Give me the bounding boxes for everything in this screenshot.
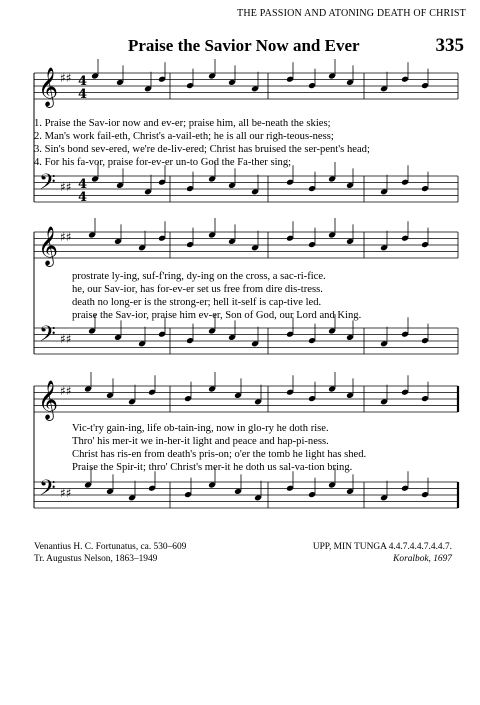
system-3-bass-clef: 𝄢 xyxy=(39,476,56,506)
system-2-treble-clef: 𝄞 xyxy=(38,226,59,266)
credit-translator: Tr. Augustus Nelson, 1863–1949 xyxy=(34,554,158,564)
system-1-bass-clef: 𝄢 xyxy=(39,170,56,200)
system-2-key-sharp: ♯♯ xyxy=(60,332,72,346)
system-1-verse-1: 1. Praise the Sav-ior now and ev-er; praise him, all be-neath the skies; xyxy=(34,118,331,129)
system-2-verse-3: death no long-er is the strong-er; hell it-self is cap-tive led. xyxy=(72,297,322,308)
system-2-verse-2: he, our Sav-ior, has for-ev-er set us free from dire dis-tress. xyxy=(72,284,323,295)
system-1-key-sharp: ♯♯ xyxy=(60,71,72,85)
system-3-key-sharp: ♯♯ xyxy=(60,384,72,398)
system-3-key-sharp: ♯♯ xyxy=(60,486,72,500)
system-3-verse-3: Christ has ris-en from death's pris-on; o'er the tomb he light has shed. xyxy=(72,449,367,460)
hymn-number: 335 xyxy=(435,35,464,56)
credit-source: Koralbok, 1697 xyxy=(393,554,452,564)
credit-author: Venantius H. C. Fortunatus, ca. 530–609 xyxy=(34,542,187,552)
system-1-time-signature: 4 xyxy=(78,177,88,192)
system-2-verse-1: prostrate ly-ing, suf-f'ring, dy-ing on the cross, a sac-ri-fice. xyxy=(72,271,326,282)
system-2-key-sharp: ♯♯ xyxy=(60,230,72,244)
system-1-time-signature: 4 xyxy=(78,190,88,205)
system-3-verse-2: Thro' his mer-it we in-her-it light and peace and hap-pi-ness. xyxy=(72,436,329,447)
system-1-time-signature: 4 xyxy=(78,87,88,102)
credit-tune: UPP, MIN TUNGA 4.4.7.4.4.7.4.4.7. xyxy=(312,542,452,552)
system-1-verse-3: 3. Sin's bond sev-ered, we're de-liv-ered; Christ has bruised the ser-pent's head; xyxy=(34,144,370,155)
system-1-verse-2: 2. Man's work fail-eth, Christ's a-vail-eth; he is all our righ-teous-ness; xyxy=(34,131,334,142)
system-2-bass-clef: 𝄢 xyxy=(39,322,56,352)
system-3-treble-clef: 𝄞 xyxy=(38,380,59,420)
section-header: THE PASSION AND ATONING DEATH OF CHRIST xyxy=(237,8,466,19)
system-1-treble-clef: 𝄞 xyxy=(38,67,59,107)
system-3-verse-1: Vic-t'ry gain-ing, life ob-tain-ing, now in glo-ry he doth rise. xyxy=(72,423,329,434)
system-1-verse-4: 4. For his fa-vor, praise for-ev-er un-to God the Fa-ther sing; xyxy=(34,157,292,168)
system-1-key-sharp: ♯♯ xyxy=(60,180,72,194)
system-3-verse-4: Praise the Spir-it; thro' Christ's mer-it he doth us sal-va-tion bring. xyxy=(72,462,353,473)
system-2-verse-4: praise the Sav-ior, praise him ev-er, Son of God, our Lord and King. xyxy=(72,310,362,321)
hymn-title: Praise the Savior Now and Ever xyxy=(128,36,360,55)
system-1-time-signature: 4 xyxy=(78,74,88,89)
